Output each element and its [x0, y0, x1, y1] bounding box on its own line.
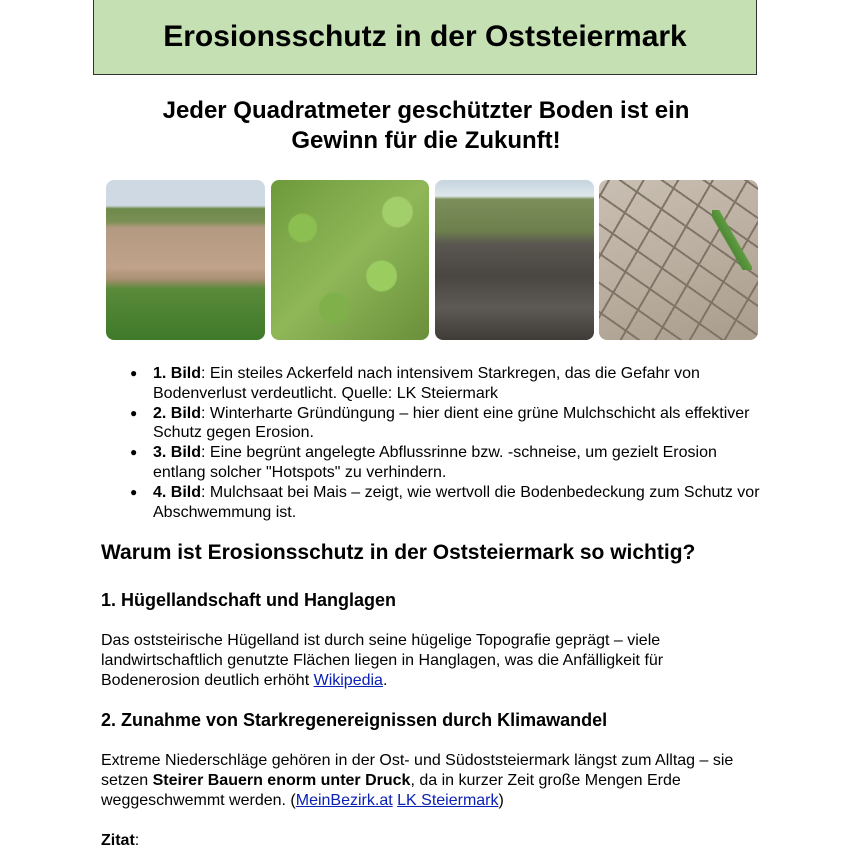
bullet-icon: ● [130, 366, 138, 380]
photo-mulch-maize [599, 180, 758, 340]
quote-label-text: Zitat [101, 832, 135, 849]
subtitle-line-1: Jeder Quadratmeter geschützter Boden ist ein [162, 97, 690, 124]
paragraph-text: , da in kurzer Zeit große Mengen Erde weggeschwemmt werden. ( [101, 772, 681, 809]
caption-text: : Mulchsaat bei Mais – zeigt, wie wertvoll die Bodenbedeckung zum Schutz vor Abschwemmung ist. [153, 483, 760, 521]
wikipedia-link[interactable]: Wikipedia [313, 672, 383, 689]
maize-leaf [712, 210, 752, 270]
image-caption-list [130, 364, 770, 522]
photo-steep-field [106, 180, 265, 340]
quote-label [101, 832, 139, 850]
punctuation: : [134, 832, 140, 849]
lk-steiermark-link[interactable]: LK Steiermark [397, 792, 499, 809]
caption-label: 4. Bild [153, 483, 202, 501]
paragraph-heavy-rain [101, 751, 761, 811]
subheading-heavy-rain: 2. Zunahme von Starkregenereignissen durch Klimawandel [101, 710, 608, 730]
list-item [130, 404, 770, 444]
caption-text: : Winterharte Gründüngung – hier dient eine grüne Mulchschicht als effektiver Schutz gegen Erosion. [153, 404, 750, 442]
title-box [93, 0, 757, 75]
photo-drainage-channel [435, 180, 594, 340]
bullet-icon: ● [130, 445, 138, 460]
section-heading: Warum ist Erosionsschutz in der Oststeiermark so wichtig? [101, 541, 696, 564]
paragraph-text: Das oststeirische Hügelland ist durch seine hügelige Topografie geprägt – viele landwirtschaftlich genutzte Flächen liegen in Hanglagen, was die Anfälligkeit für Bodenerosion deutlich erhöht [101, 632, 664, 689]
paragraph-text: Extreme Niederschläge gehören in der Ost- und Südoststeiermark längst zum Alltag – sie setzen [101, 752, 734, 789]
caption-label: 1. Bild [153, 365, 202, 382]
punctuation: ) [498, 792, 504, 809]
subtitle-line-2: Gewinn für die Zukunft! [291, 127, 561, 154]
list-item [130, 364, 770, 404]
list-item [130, 443, 770, 483]
paragraph-hills [101, 631, 761, 691]
subtitle [0, 96, 852, 156]
meinbezirk-link[interactable]: MeinBezirk.at [295, 792, 393, 809]
list-item [130, 483, 770, 523]
subheading-hills: 1. Hügellandschaft und Hanglagen [101, 590, 397, 610]
caption-text: : Ein steiles Ackerfeld nach intensivem Starkregen, das die Gefahr von Bodenverlust verdeutlicht. Quelle: LK Steiermark [153, 365, 700, 402]
bullet-icon: ● [130, 405, 138, 420]
caption-label: 3. Bild [153, 444, 202, 462]
punctuation: . [382, 672, 388, 689]
bullet-icon: ● [130, 484, 138, 499]
bold-text: Steirer Bauern enorm unter Druck [152, 772, 411, 789]
page-title: Erosionsschutz in der Oststeiermark [163, 19, 687, 53]
caption-label: 2. Bild [153, 404, 202, 422]
caption-text: : Eine begrünt angelegte Abflussrinne bzw. -schneise, um gezielt Erosion entlang solcher "Hotspots" zu verhindern. [153, 444, 717, 481]
photo-green-cover [271, 180, 429, 340]
